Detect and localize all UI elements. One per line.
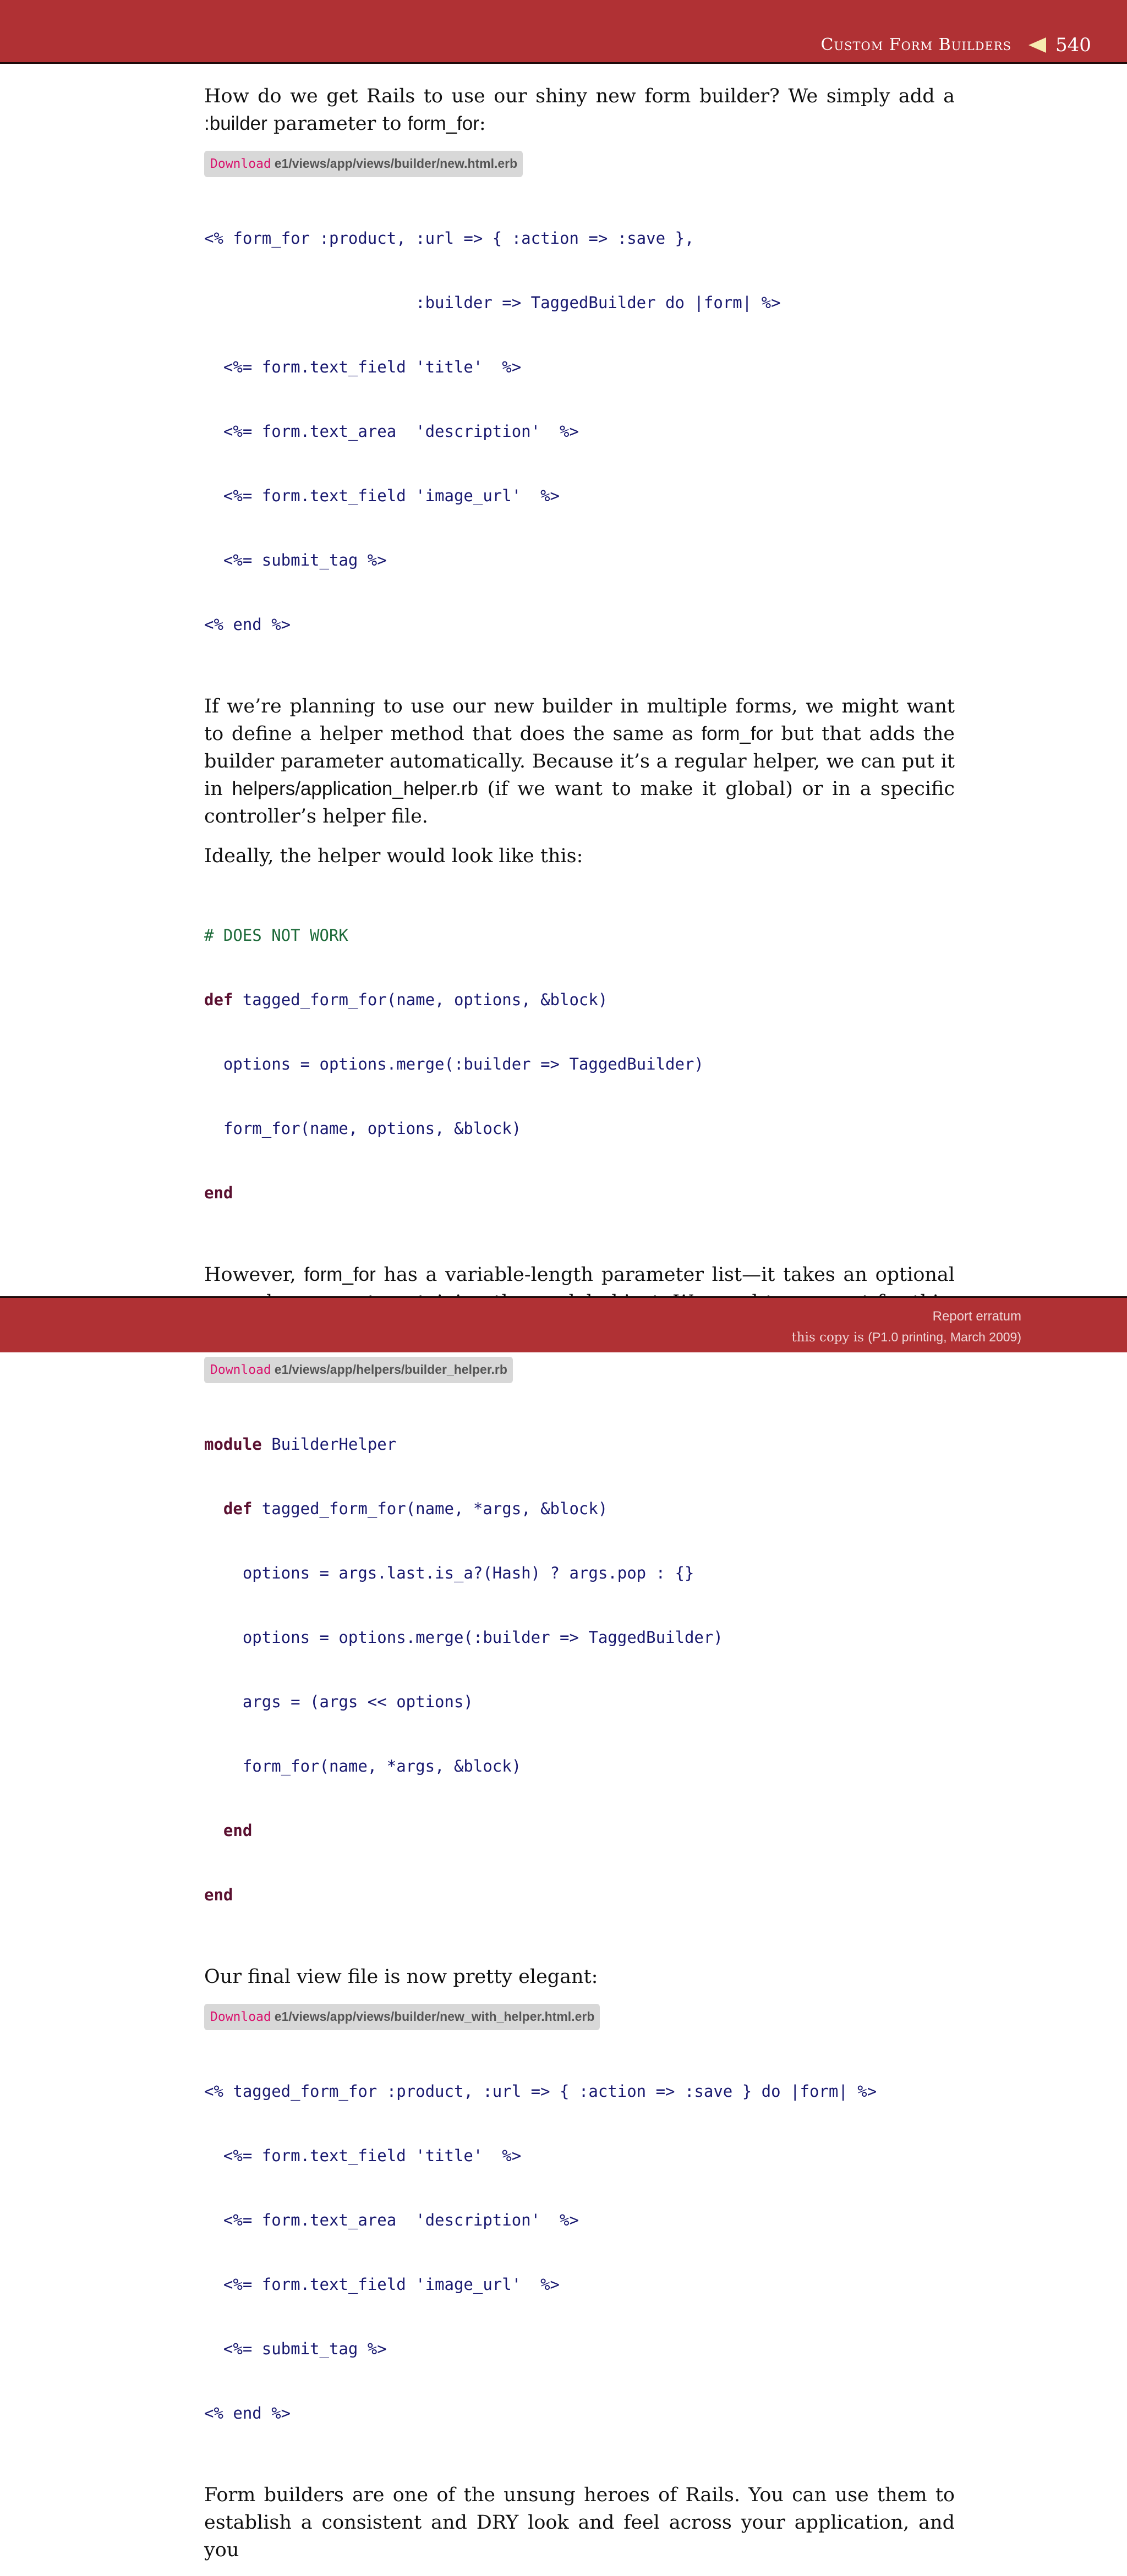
code-line: form_for(name, *args, &block) [204,1757,522,1775]
report-erratum-link[interactable]: Report erratum [932,1309,1021,1324]
section-title: Custom Form Builders [820,35,1011,54]
download-path: e1/views/app/views/builder/new.html.erb [274,156,518,171]
code-line: <%= submit_tag %> [204,551,387,569]
code-line: :builder => TaggedBuilder do |form| %> [204,293,781,312]
page-header [0,0,1127,64]
code-comment: # DOES NOT WORK [204,926,348,945]
code-line: def tagged_form_for(name, options, &block) [204,990,608,1009]
code-line: options = options.merge(:builder => TaggedBuilder) [204,1055,704,1073]
code-listing-builder-helper [204,1391,955,1949]
paragraph-4: However, form_for has a variable-length parameter list—it takes an optional [204,1264,955,1286]
code-keyword: def [223,1499,253,1518]
download-label: Download [210,2010,271,2024]
download-link-new-html-erb[interactable] [204,151,523,177]
code-line: form_for(name, options, &block) [204,1119,522,1138]
download-path: e1/views/app/views/builder/new_with_helper.html.erb [274,2009,595,2024]
code-line: options = options.merge(:builder => TaggedBuilder) [204,1628,723,1647]
download-label: Download [210,1363,271,1377]
code-listing-new-html-erb [204,185,955,678]
code-line: <% end %> [204,615,291,634]
code-line: module BuilderHelper [204,1435,397,1454]
paragraph-3: Ideally, the helper would look like this: [204,845,583,867]
paragraph-1: How do we get Rails to use our shiny new form builder? We simply add a :builder parameter to form_for: [204,85,955,135]
code-keyword: module [204,1435,262,1454]
previous-page-arrow-icon[interactable] [1028,37,1046,53]
code-line: <% end %> [204,2404,291,2422]
download-link-builder-helper-rb[interactable] [204,1357,513,1383]
code-line [204,1182,955,1204]
paragraph-2: If we’re planning to use our new builder in multiple forms, we might want to define a helper method that does the same as form_for but that adds the builder parameter automatically. Because it’s a regular helper, we can put it in helpers/application_helper.rb (if we want to make it global) or in a specific controller’s helper file. [204,695,955,827]
code-line: <% form_for :product, :url => { :action => :save }, [204,229,694,248]
code-line [204,925,955,946]
inline-code: :builder [204,113,267,134]
inline-code: form_for [701,723,773,744]
code-line: args = (args << options) [204,1692,473,1711]
code-keyword: end [223,1821,253,1840]
code-line: <%= form.text_area 'description' %> [204,2211,579,2229]
inline-code: form_for [304,1264,376,1285]
code-line: options = args.last.is_a?(Hash) ? args.pop : {} [204,1564,694,1582]
code-line: <%= submit_tag %> [204,2339,387,2358]
code-listing-helper-draft [204,882,955,1247]
paragraph-5: Our final view file is now pretty elegant: [204,1966,598,1988]
code-keyword: def [204,990,233,1009]
inline-code: form_for [407,113,479,134]
code-line [204,1820,955,1841]
code-keyword: end [204,1886,233,1904]
code-line: <%= form.text_field 'image_url' %> [204,2275,560,2294]
code-line: <% tagged_form_for :product, :url => { :action => :save } do |form| %> [204,2082,877,2101]
code-line: <%= form.text_field 'title' %> [204,2146,522,2165]
code-keyword: end [204,1183,233,1202]
page-number: 540 [1055,34,1091,56]
download-label: Download [210,157,271,171]
download-path: e1/views/app/helpers/builder_helper.rb [274,1362,507,1377]
page-footer [0,1296,1127,1352]
copy-info: this copy is (P1.0 printing, March 2009) [791,1330,1021,1345]
code-line: def tagged_form_for(name, *args, &block) [223,1499,608,1518]
code-line: <%= form.text_field 'title' %> [204,358,522,376]
paragraph-6: Form builders are one of the unsung heroes of Rails. You can use them to establish a consistent and DRY look and feel across your application, and you [204,2484,955,2561]
download-link-new-with-helper-html-erb[interactable] [204,2004,600,2030]
code-listing-new-with-helper [204,2038,955,2467]
code-line: <%= form.text_area 'description' %> [204,422,579,441]
code-line: <%= form.text_field 'image_url' %> [204,486,560,505]
code-line [204,1884,955,1906]
inline-file-path: helpers/application_helper.rb [232,778,478,799]
